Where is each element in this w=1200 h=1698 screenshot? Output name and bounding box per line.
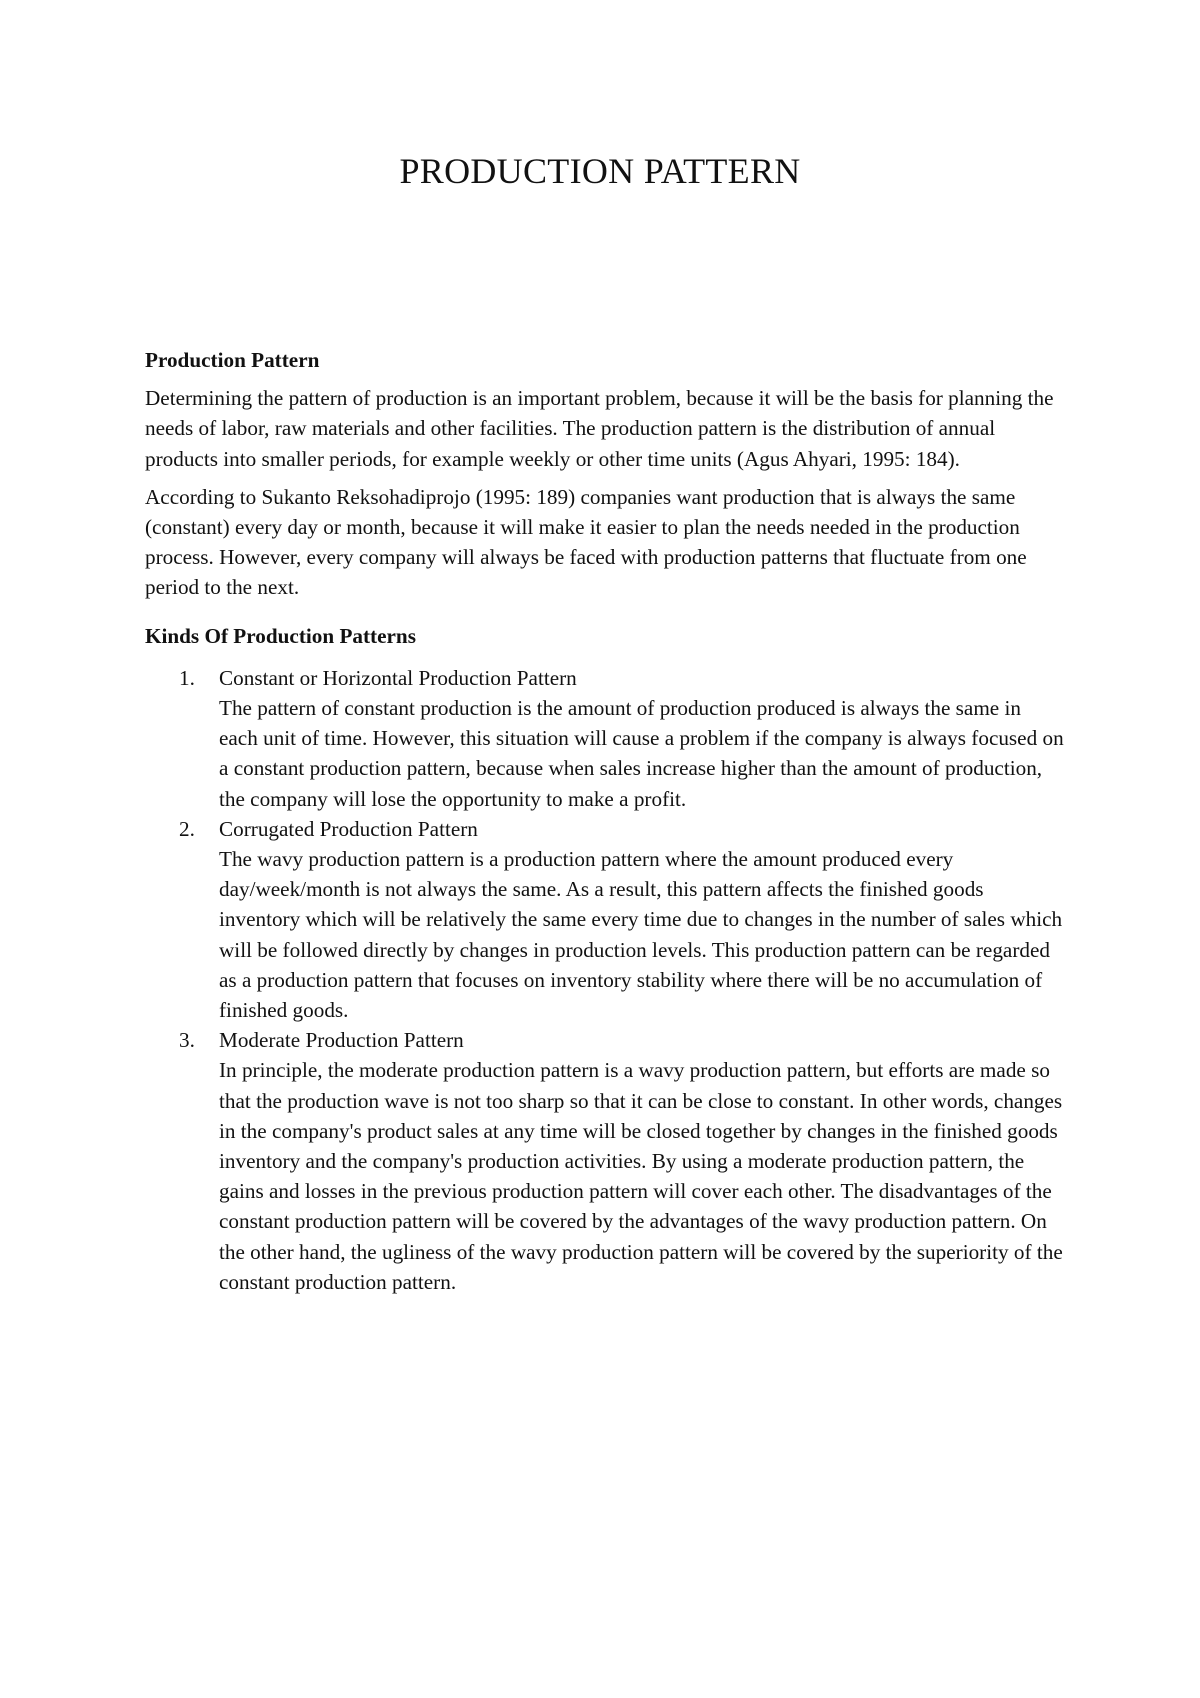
document-body — [145, 345, 1065, 1297]
list-number: 2. — [179, 816, 195, 841]
document-title: PRODUCTION PATTERN — [399, 151, 801, 191]
section-heading: Production Pattern — [145, 348, 320, 372]
list-item-body: In principle, the moderate production pattern is a wavy production pattern, but efforts are made so that the production wave is not too sharp so that it can be close to constant. In other words, changes in the company's product sales at any time will be closed together by changes in the finished goods inventory and the company's production activities. By using a moderate production pattern, the gains and losses in the previous production pattern will cover each other. The disadvantages of the constant production pattern will be covered by the advantages of the wavy production pattern. On the other hand, the ugliness of the wavy production pattern will be covered by the superiority of the constant production pattern. — [219, 1058, 1063, 1294]
list-number: 3. — [179, 1028, 195, 1053]
list-item-constant — [145, 663, 1065, 814]
list-item-title: Moderate Production Pattern — [219, 1028, 464, 1053]
list-item-title: Corrugated Production Pattern — [219, 816, 478, 841]
intro-paragraph: Determining the pattern of production is an important problem, because it will be the basis for planning the needs of labor, raw materials and other facilities. The production pattern is the distribution of annual products into smaller periods, for example weekly or other time units (Agus Ahyari, 1995: 184). — [145, 386, 1054, 471]
list-number: 1. — [179, 665, 195, 690]
sukanto-paragraph: According to Sukanto Reksohadiprojo (1995: 189) companies want production that is always the same (constant) every day or month, because it will make it easier to plan the needs needed in the production process. However, every company will always be faced with production patterns that fluctuate from one period to the next. — [145, 484, 1027, 600]
list-item-body: The wavy production pattern is a production pattern where the amount produced every day/week/month is not always the same. As a result, this pattern affects the finished goods inventory which will be relatively the same every time due to changes in the number of sales which will be followed directly by changes in production levels. This production pattern can be regarded as a production pattern that focuses on inventory stability where there will be no accumulation of finished goods. — [219, 847, 1063, 1023]
list-item-corrugated — [145, 814, 1065, 1025]
kinds-list — [145, 663, 1065, 1297]
kinds-heading: Kinds Of Production Patterns — [145, 623, 416, 648]
list-item-moderate — [145, 1025, 1065, 1297]
list-item-title: Constant or Horizontal Production Pattern — [219, 665, 577, 690]
list-item-body: The pattern of constant production is the amount of production produced is always the same in each unit of time. However, this situation will cause a problem if the company is always focused on a constant production pattern, because when sales increase higher than the amount of production, the company will lose the opportunity to make a profit. — [219, 696, 1064, 811]
